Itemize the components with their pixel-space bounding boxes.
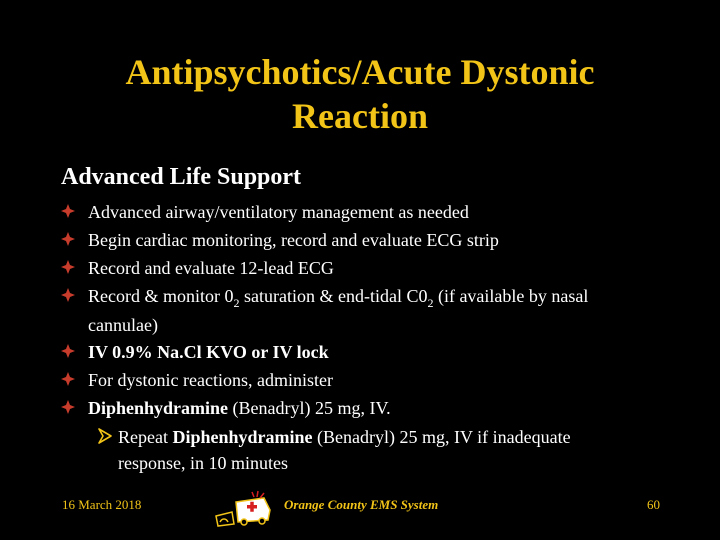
sub-item-text-part: (Benadryl) 25 mg, IV <box>312 427 473 447</box>
sub-item-text-part: Repeat <box>118 427 173 447</box>
diamond-bullet-icon <box>61 372 75 386</box>
sub-item-text <box>90 424 650 450</box>
diamond-bullet-icon <box>61 400 75 414</box>
subscript: 2 <box>427 296 434 310</box>
list-item <box>60 226 660 254</box>
section-heading: Advanced Life Support <box>61 164 302 190</box>
bullet-text: Advanced airway/ventilatory management as needed <box>88 202 469 222</box>
bullet-text-part: (if available by nasal <box>433 286 589 306</box>
slide-title <box>60 50 660 138</box>
drug-name: Diphenhydramine <box>172 427 313 447</box>
footer-date: 16 March 2018 <box>62 497 142 512</box>
title-line-2: Reaction <box>292 96 428 136</box>
bullet-text-part: Record & monitor 0 <box>88 286 234 306</box>
ambulance-logo <box>212 488 276 528</box>
bullet-list <box>60 198 660 422</box>
list-item <box>60 338 660 366</box>
diamond-bullet-icon <box>61 288 75 302</box>
diamond-bullet-icon <box>61 260 75 274</box>
bullet-text: For dystonic reactions, administer <box>88 370 333 390</box>
arrow-bullet-icon <box>97 428 113 444</box>
subscript: 2 <box>233 296 240 310</box>
diamond-bullet-icon <box>61 232 75 246</box>
sub-list-item <box>90 424 650 476</box>
list-item <box>60 254 660 282</box>
bullet-text: IV 0.9% Na.Cl KVO or IV lock <box>88 342 329 362</box>
page-number: 60 <box>647 497 660 512</box>
bullet-text: Begin cardiac monitoring, record and evaluate ECG strip <box>88 230 499 250</box>
list-item <box>60 366 660 394</box>
bullet-text-continuation: cannulae) <box>88 315 158 335</box>
drug-name: Diphenhydramine <box>88 398 229 418</box>
list-item <box>60 282 660 338</box>
list-item <box>60 394 660 422</box>
sub-item-text-part: if inadequate <box>472 427 571 447</box>
bullet-text: Record and evaluate 12-lead ECG <box>88 258 334 278</box>
bullet-text <box>88 398 391 418</box>
title-line-1: Antipsychotics/Acute Dystonic <box>125 52 595 92</box>
sub-item-text-continuation: response, in 10 minutes <box>118 453 288 473</box>
diamond-bullet-icon <box>61 344 75 358</box>
footer-organization: Orange County EMS System <box>284 497 439 512</box>
diamond-bullet-icon <box>61 204 75 218</box>
bullet-text-part: (Benadryl) 25 mg, IV. <box>228 398 391 418</box>
bullet-text-part: saturation & end-tidal C0 <box>239 286 428 306</box>
list-item <box>60 198 660 226</box>
bullet-text <box>88 286 589 310</box>
